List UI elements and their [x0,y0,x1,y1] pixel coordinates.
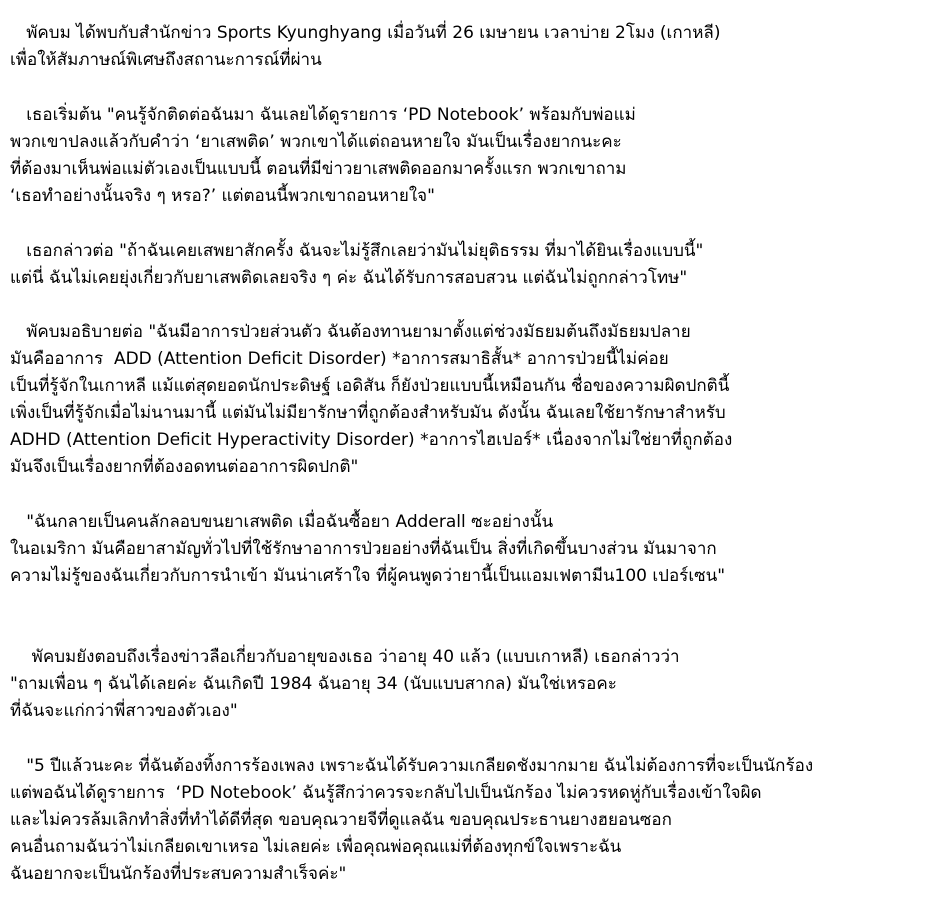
text-line: ฉันอยากจะเป็นนักร้องที่ประสบความสำเร็จค่ะ" [10,864,347,884]
text-line: ที่ต้องมาเห็นพ่อแม่ตัวเองเป็นแบบนี้ ตอนที่มีข่าวยาเสพติดออกมาครั้งแรก พวกเขาถาม [10,159,627,179]
text-line: ในอเมริกา มันคือยาสามัญทั่วไปที่ใช้รักษาอาการป่วยอย่างที่ฉันเป็น สิ่งที่เกิดขึ้นบางส่วน มันมาจาก [10,539,717,559]
text-line: "ฉันกลายเป็นคนลักลอบขนยาเสพติด เมื่อฉันซื้อยา Adderall ซะอย่างนั้น [10,512,554,532]
text-line: เธอเริ่มต้น "คนรู้จักติดต่อฉันมา ฉันเลยได้ดูรายการ ‘PD Notebook’ พร้อมกับพ่อแม่ [10,105,636,125]
text-line: คนอื่นถามฉันว่าไม่เกลียดเขาเหรอ ไม่เลยค่ะ เพื่อคุณพ่อคุณแม่ที่ต้องทุกข์ใจเพราะฉัน [10,837,622,857]
text-line: มันจึงเป็นเรื่องยากที่ต้องอดทนต่ออาการผิดปกติ" [10,457,359,477]
text-line: พัคบมอธิบายต่อ "ฉันมีอาการป่วยส่วนตัว ฉันต้องทานยามาตั้งแต่ช่วงมัธยมต้นถึงมัธยมปลาย [10,322,691,342]
text-line: ที่ฉันจะแก่กว่าพี่สาวของตัวเอง" [10,701,238,721]
text-line: เพื่อให้สัมภาษณ์พิเศษถึงสถานะการณ์ที่ผ่าน [10,50,322,70]
text-line: ความไม่รู้ของฉันเกี่ยวกับการนำเข้า มันน่าเศร้าใจ ที่ผู้คนพูดว่ายานี้เป็นแอมเฟตามีน100 เปอร์เซน" [10,566,726,586]
text-line: พัคบมยังตอบถึงเรื่องข่าวลือเกี่ยวกับอายุของเธอ ว่าอายุ 40 แล้ว (แบบเกาหลี) เธอกล่าวว่า [10,647,680,667]
text-line: แต่พอฉันได้ดูรายการ ‘PD Notebook’ ฉันรู้สึกว่าควรจะกลับไปเป็นนักร้อง ไม่ควรหดหู่กับเรื่องเข้าใจผิด [10,783,762,803]
text-line: มันคืออาการ ADD (Attention Deficit Disorder) *อาการสมาธิสั้น* อาการป่วยนี้ไม่ค่อย [10,349,669,369]
text-line: และไม่ควรล้มเลิกทำสิ่งที่ทำได้ดีที่สุด ขอบคุณวายจีที่ดูแลฉัน ขอบคุณประธานยางฮยอนซอก [10,810,672,830]
text-line: พวกเขาปลงแล้วกับคำว่า ‘ยาเสพติด’ พวกเขาได้แต่ถอนหายใจ มันเป็นเรื่องยากนะคะ [10,132,622,152]
text-line: "5 ปีแล้วนะคะ ที่ฉันต้องทิ้งการร้องเพลง เพราะฉันได้รับความเกลียดชังมากมาย ฉันไม่ต้องการที่จะเป็นนักร้อง [10,756,814,776]
text-line: พัคบม ได้พบกับสำนักข่าว Sports Kyunghyang เมื่อวันที่ 26 เมษายน เวลาบ่าย 2โมง (เกาหลี) [10,23,721,43]
text-line: แต่นี่ ฉันไม่เคยยุ่งเกี่ยวกับยาเสพติดเลยจริง ๆ ค่ะ ฉันได้รับการสอบสวน แต่ฉันไม่ถูกกล่าวโทษ" [10,268,688,288]
text-line: ‘เธอทำอย่างนั้นจริง ๆ หรอ?’ แต่ตอนนี้พวกเขาถอนหายใจ" [10,186,435,206]
text-line: เธอกล่าวต่อ "ถ้าฉันเคยเสพยาสักครั้ง ฉันจะไม่รู้สึกเลยว่ามันไม่ยุติธรรม ที่มาได้ยินเรื่องแบบนี้" [10,241,704,261]
text-line: ADHD (Attention Deficit Hyperactivity Disorder) *อาการไฮเปอร์* เนื่องจากไม่ใช่ยาที่ถูกต้อง [10,430,733,450]
text-line: "ถามเพื่อน ๆ ฉันได้เลยค่ะ ฉันเกิดปี 1984 ฉันอายุ 34 (นับแบบสากล) มันใช่เหรอคะ [10,674,617,694]
text-line: เป็นที่รู้จักในเกาหลี แม้แต่สุดยอดนักประดิษฐ์ เอดิสัน ก็ยังป่วยแบบนี้เหมือนกัน ชื่อของความผิดปกตินี้ [10,376,730,396]
text-line: เพิ่งเป็นที่รู้จักเมื่อไม่นานมานี้ แต่มันไม่มียารักษาที่ถูกต้องสำหรับมัน ดังนั้น ฉันเลยใช้ยารักษาสำหรับ [10,403,726,423]
